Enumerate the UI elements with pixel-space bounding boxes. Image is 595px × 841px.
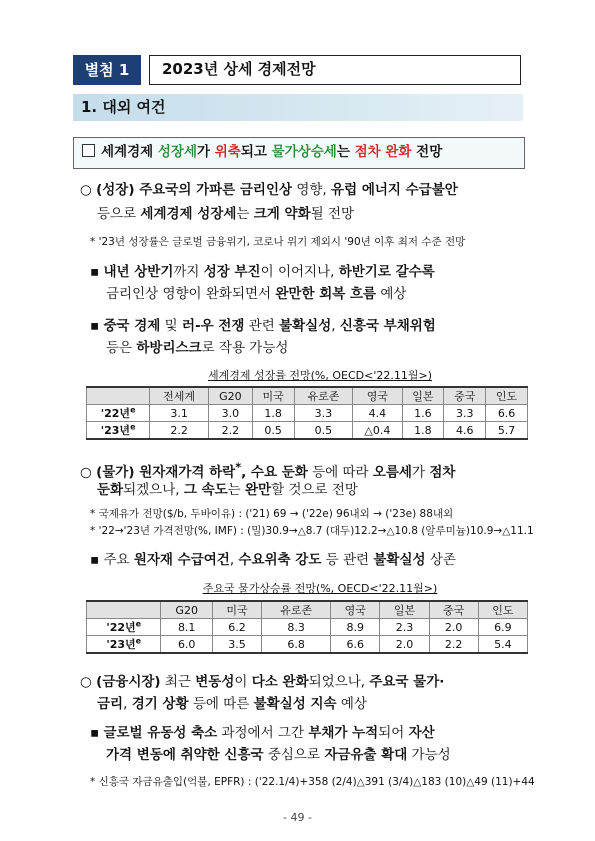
growth-detail-2-line-2 xyxy=(106,339,288,357)
table-cell: 3.1 xyxy=(150,405,209,422)
text: 과정에서 그간 xyxy=(217,725,309,741)
table-cell: 2.2 xyxy=(429,636,478,654)
growth-detail-2-line-1 xyxy=(90,317,436,335)
text: 관련 xyxy=(244,318,280,334)
text: 러-우 전쟁 xyxy=(181,318,245,334)
text: 가능성 xyxy=(407,747,451,763)
text: 하방리스크 xyxy=(136,340,202,356)
prices-line-2 xyxy=(97,481,358,499)
text: 세계경제 성장세 xyxy=(140,206,237,222)
table-cell: 6.2 xyxy=(212,619,261,636)
table-header-cell: G20 xyxy=(208,387,252,405)
text: 최근 xyxy=(160,674,196,690)
row-label: '22년$^e$ xyxy=(87,619,161,636)
text: 다소 완화 xyxy=(251,674,309,690)
table-cell: 6.6 xyxy=(331,636,380,654)
subheading-text: 세계경제 xyxy=(101,144,158,160)
text: 예상 xyxy=(336,696,367,712)
text: 크게 약화 xyxy=(253,206,311,222)
table-cell: 1.8 xyxy=(252,405,294,422)
text: 되어 xyxy=(378,725,409,741)
circle-bullet-icon: ○ xyxy=(80,674,92,690)
table-cell: 6.6 xyxy=(486,405,528,422)
text: 예상 xyxy=(376,286,407,302)
table-cell: 5.7 xyxy=(486,422,528,440)
text: 중국 경제 xyxy=(103,318,161,334)
table-header-cell: 미국 xyxy=(212,601,261,619)
prices-line-1 xyxy=(80,459,455,482)
text: 둔화 xyxy=(97,482,124,498)
table-header-cell: 영국 xyxy=(353,387,402,405)
text: , xyxy=(331,318,340,334)
table-row xyxy=(87,422,528,440)
subheading-text: 위축 xyxy=(214,144,241,160)
table-cell: 8.9 xyxy=(331,619,380,636)
table-cell: 8.1 xyxy=(161,619,213,636)
text: 자산 xyxy=(408,725,435,741)
text: 중심으로 xyxy=(263,747,325,763)
text: 등에 따라 xyxy=(307,464,373,481)
table-row xyxy=(87,405,528,422)
circle-bullet-icon: ○ xyxy=(80,464,92,481)
prices-note-1: * 국제유가 전망($/b, 두바이유) : ('21) 69 → ('22e) 96내외 → ('23e) 88내외 xyxy=(90,508,454,520)
table-header-cell: 인도 xyxy=(478,601,527,619)
table-cell: 1.8 xyxy=(402,422,444,440)
text: 불확실성 xyxy=(373,552,426,568)
text: 부채가 누적 xyxy=(308,725,379,741)
table-header-cell: 중국 xyxy=(429,601,478,619)
text: (금융시장) xyxy=(96,674,161,690)
text: 가격 변동에 취약한 신흥국 xyxy=(106,747,264,763)
growth-note: * '23년 성장률은 글로벌 금융위기, 코로나 위기 제외시 '90년 이후 최저 수준 전망 xyxy=(90,236,466,248)
table-cell: 6.0 xyxy=(161,636,213,654)
table-cell: 3.0 xyxy=(208,405,252,422)
text: , xyxy=(229,552,239,568)
text: 상존 xyxy=(425,552,456,568)
text: 완만 xyxy=(245,482,272,498)
text: 등으로 xyxy=(97,206,141,222)
growth-table-caption: 세계경제 성장률 전망(%, OECD<'22.11월>) xyxy=(208,369,432,382)
square-bullet-icon: ▪ xyxy=(90,264,100,280)
text: 점차 xyxy=(429,464,456,481)
growth-detail-1-line-1 xyxy=(90,263,435,281)
text: 는 xyxy=(236,206,254,222)
finance-detail-1-line-1 xyxy=(90,724,435,742)
page-number: - 49 - xyxy=(283,811,312,824)
text: 원자재 수급여건 xyxy=(133,552,230,568)
text: 될 전망 xyxy=(310,206,355,222)
row-label: '23년$^e$ xyxy=(87,636,161,654)
section-heading: 1. 대외 여건 xyxy=(73,94,523,121)
text: 등은 xyxy=(106,340,137,356)
appendix-badge: 별첨 1 xyxy=(73,55,141,85)
table-cell: 0.5 xyxy=(294,422,353,440)
table-header-cell xyxy=(87,387,150,405)
text: 수요위축 강도 xyxy=(238,552,322,568)
text: 주요 xyxy=(103,552,134,568)
table-header-cell: 일본 xyxy=(380,601,429,619)
table-header-cell: 영국 xyxy=(331,601,380,619)
table-header-cell: 중국 xyxy=(444,387,486,405)
table-cell: 3.3 xyxy=(444,405,486,422)
text: 이 xyxy=(234,674,252,690)
table-header-cell: 전세계 xyxy=(150,387,209,405)
text: 가 xyxy=(411,464,430,481)
row-label: '22년$^e$ xyxy=(87,405,150,422)
text: 로 작용 가능성 xyxy=(201,340,289,356)
text: 는 xyxy=(227,482,246,498)
text: 까지 xyxy=(173,264,204,280)
text: 되겠으나, xyxy=(123,482,184,498)
text: 자금유출 확대 xyxy=(324,747,408,763)
prices-table-caption: 주요국 물가상승률 전망(%, OECD<'22.11월>) xyxy=(202,582,438,595)
text: 불확실성 지속 xyxy=(253,696,337,712)
document-title: 2023년 상세 경제전망 xyxy=(149,55,521,85)
text: 유럽 에너지 수급불안 xyxy=(331,182,458,198)
square-bullet-icon: ▪ xyxy=(90,318,100,334)
growth-table xyxy=(86,386,528,440)
table-header-cell xyxy=(87,601,161,619)
table-cell: 5.4 xyxy=(478,636,527,654)
footnote-marker: * xyxy=(235,461,242,474)
text: , xyxy=(123,696,132,712)
table-header-cell: 미국 xyxy=(252,387,294,405)
text: 및 xyxy=(160,318,182,334)
text: (성장) 주요국의 가파른 금리인상 xyxy=(96,182,293,198)
text: 수요 둔화 xyxy=(250,464,308,481)
text: 완만한 회복 흐름 xyxy=(275,286,377,302)
finance-detail-1-line-2 xyxy=(106,746,451,764)
table-header-cell: 유로존 xyxy=(262,601,331,619)
text: 금리 xyxy=(97,696,124,712)
table-cell: 3.3 xyxy=(294,405,353,422)
text: 성장 부진 xyxy=(203,264,261,280)
table-cell: 8.3 xyxy=(262,619,331,636)
text: 이 이어지나, xyxy=(260,264,339,280)
table-cell: △0.4 xyxy=(353,422,402,440)
table-cell: 6.9 xyxy=(478,619,527,636)
text: 주요국 물가· xyxy=(369,674,445,690)
subheading-text: 점차 완화 xyxy=(354,144,412,160)
text: 등에 따른 xyxy=(188,696,254,712)
finance-line-1 xyxy=(80,673,444,691)
table-cell: 1.6 xyxy=(402,405,444,422)
subheading-text: 가 xyxy=(197,144,215,160)
circle-bullet-icon: ○ xyxy=(80,182,92,198)
table-cell: 2.3 xyxy=(380,619,429,636)
square-bullet-icon: ▪ xyxy=(90,725,100,741)
subheading xyxy=(73,137,525,169)
prices-detail-1 xyxy=(90,551,456,569)
table-cell: 2.2 xyxy=(150,422,209,440)
prices-note-2: * '22→'23년 가격전망(%, IMF) : (밀)30.9→△8.7 (대두)12.2→△10.8 (알루미늄)10.9→△11.1 xyxy=(90,525,534,537)
square-bullet-icon: ▪ xyxy=(90,552,100,568)
table-cell: 2.0 xyxy=(380,636,429,654)
table-header-cell: 유로존 xyxy=(294,387,353,405)
text: 변동성 xyxy=(195,674,235,690)
text: 그 속도 xyxy=(183,482,228,498)
text: 금리인상 영향이 완화되면서 xyxy=(106,286,276,302)
growth-line-2 xyxy=(97,205,354,223)
text: 영향, xyxy=(292,182,332,198)
finance-line-2 xyxy=(97,695,367,713)
text: 내년 상반기 xyxy=(103,264,174,280)
table-cell: 4.6 xyxy=(444,422,486,440)
growth-line-1 xyxy=(80,181,458,199)
table-row xyxy=(87,636,528,654)
subheading-text: 전망 xyxy=(411,144,443,160)
text: 하반기로 갈수록 xyxy=(338,264,435,280)
text: (물가) 원자재가격 하락 xyxy=(96,464,236,481)
subheading-text: 성장세 xyxy=(157,144,197,160)
text: 할 것으로 전망 xyxy=(271,482,358,498)
prices-table xyxy=(86,600,528,654)
text: 불확실성 xyxy=(279,318,332,334)
text: 신흥국 부채위험 xyxy=(339,318,436,334)
growth-detail-1-line-2 xyxy=(106,285,406,303)
finance-note: * 신흥국 자금유출입(억불, EPFR) : ('22.1/4)+358 (2/4)△391 (3/4)△183 (10)△49 (11)+44 xyxy=(90,776,535,788)
text: 글로벌 유동성 축소 xyxy=(103,725,218,741)
text: , xyxy=(241,464,251,481)
table-cell: 2.0 xyxy=(429,619,478,636)
table-header-cell: 일본 xyxy=(402,387,444,405)
table-cell: 4.4 xyxy=(353,405,402,422)
text: 되었으나, xyxy=(308,674,370,690)
table-cell: 0.5 xyxy=(252,422,294,440)
table-row xyxy=(87,619,528,636)
subheading-text: 되고 xyxy=(240,144,272,160)
table-cell: 6.8 xyxy=(262,636,331,654)
row-label: '23년$^e$ xyxy=(87,422,150,440)
table-header-cell: 인도 xyxy=(486,387,528,405)
text: 등 관련 xyxy=(321,552,374,568)
square-icon xyxy=(82,144,95,157)
table-cell: 2.2 xyxy=(208,422,252,440)
subheading-text: 물가상승세 xyxy=(271,144,337,160)
text: 오름세 xyxy=(372,464,412,481)
table-header-cell: G20 xyxy=(161,601,213,619)
table-cell: 3.5 xyxy=(212,636,261,654)
text: 경기 상황 xyxy=(131,696,189,712)
subheading-text: 는 xyxy=(336,144,355,160)
